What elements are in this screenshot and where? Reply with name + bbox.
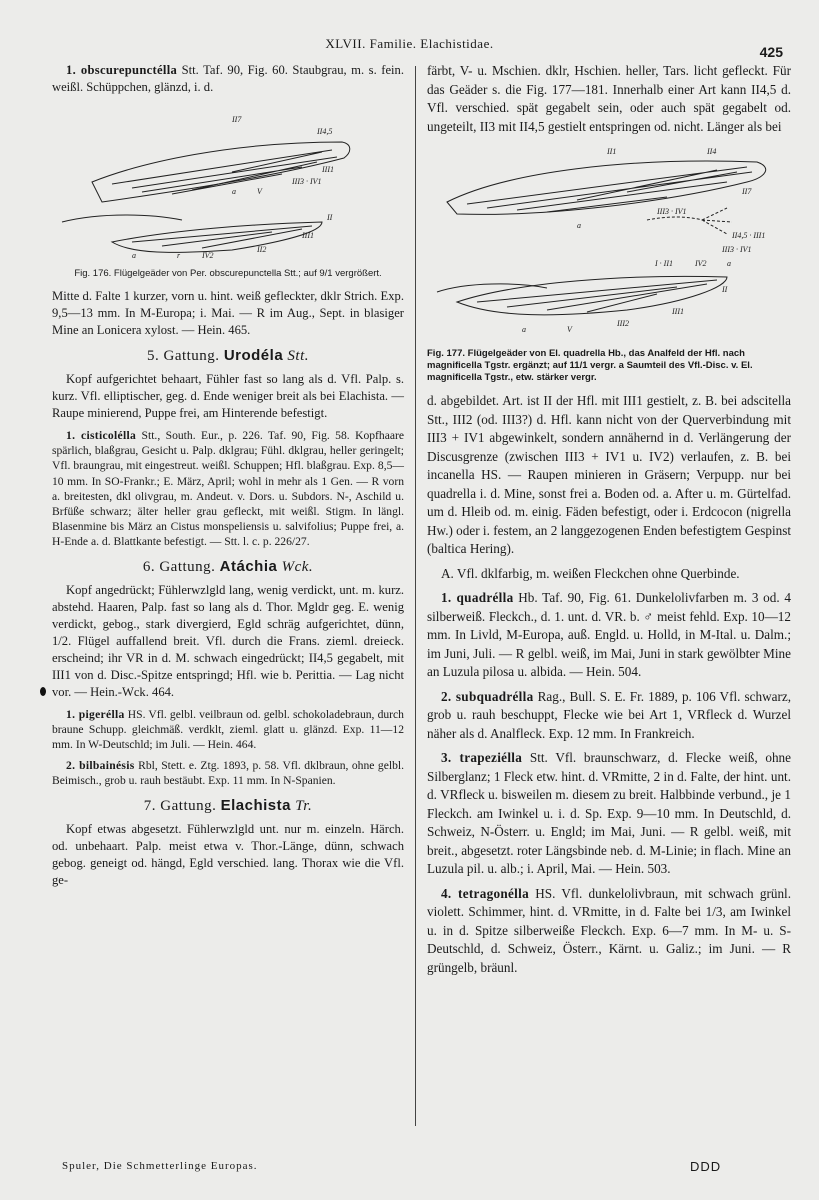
- forewing-outline: [447, 161, 766, 214]
- entry-text: Rag., Bull. S. E. Fr. 1889, p. 106 Vfl. schwarz, grob u. rauh beschuppt, Flecke wie bei Art 1, VRfleck d. Wurzel näher als d. Analfleck. Exp. 12 mm. In Frankreich.: [427, 688, 792, 741]
- vein-label: IV2: [202, 251, 214, 260]
- entry-text: Rbl, Stett. e. Ztg. 1893, p. 58. Vfl. dklbraun, ohne gelbl. Beimisch., grob u. rauh bestäubt. Exp. 11 mm. In N-Spanien.: [52, 759, 404, 788]
- figure-177-caption: Fig. 177. Flügelgeäder von El. quadrella Hb., das Analfeld der Hfl. nach magnificella Tgstr. ergänzt; auf 11/1 vergr. a Saumteil des Vfl.-Disc. v. El. magnificella Tgstr., etw. stärker vergr.: [427, 348, 753, 383]
- page-number: 425: [759, 44, 783, 60]
- genus-name: Atáchia: [219, 557, 278, 575]
- genus-description: Kopf angedrückt; Fühlerwzlgld lang, wenig verdickt, unt. m. kurz. abstehd. Haaren, Palp. fast so lang als d. Thor. Mgldr geg. E. wenig verdickt, gebog., stark divergierd, Egld schräg aufgerichtet, dünn, 1/2. Flügel auffallend breit. Vfl. durch die Frans. zieml. dreieck. erscheind; ihr VR in d. M. schwach eingedrückt; II4,5 gegabelt, mit III1 von d. Disc.-Spitze entspringd; Hfl. wie b. Perittia. — Lag nicht vor. — Hein.-Wck. 464.: [52, 582, 404, 699]
- right-column: [427, 62, 791, 983]
- margin-mark: [40, 687, 46, 696]
- vein-label: a: [132, 251, 136, 260]
- entry-text: Stt. Vfl. braunschwarz, d. Flecke weiß, ohne Silberglanz; 1 Fleck etw. hint. d. VRmitte, 2 in d. Falte, der hint. unt. d. VRfleck u. bisweilen m. diesem zu breit. Halbbinde verbund., je 1 Fleckch. am Iwinkel u. i. d. Sp. Exp. 9—10 mm. In Deutschld, d. Schweiz, N-Österr. u. Engld; im Mai, Juni. — R gelbl. weiß, mit breit., abgesetzt. roter Längsbinde neb. d. M-Linie; in flach. Mine an Luzula pil. u. alb.; i. April, Mai. — Hein. 503.: [427, 750, 791, 876]
- genus-heading-elachista: 7. Gattung. Elachista Tr.: [143, 796, 313, 814]
- hindwing-outline: [112, 222, 322, 252]
- vein-label: r: [177, 251, 181, 260]
- running-header: XLVII. Familie. Elachistidae.: [325, 36, 494, 51]
- species-name: 1. obscurepunctélla: [66, 63, 178, 77]
- entry-subquadrella: [427, 688, 791, 744]
- hindwing-outline: [457, 276, 727, 314]
- vein-label: II: [722, 285, 728, 294]
- species-name: 3. trapeziélla: [441, 750, 523, 765]
- vein-label: a: [577, 221, 581, 230]
- vein-label: III3 · IV1: [657, 207, 687, 216]
- entry-quadrella: [427, 589, 791, 682]
- entry-text: Hb. Taf. 90, Fig. 61. Dunkelolivfarben m. 3 od. 4 silberweiß. Fleckch., d. 1. unt. d. VR. b. ♂ meist fehld. Exp. 10—12 mm. In Livld, M-Europa, auß. Engld. u. Holld, in M-Ital. u. Dalm.; im Juni, Juli. — R gelbl. weiß, im Mai, Juni in stark gewölbter Mine an Luzula pilosa u. albida. — Hein. 504.: [427, 590, 792, 679]
- hindwing-fringe: [437, 284, 547, 292]
- entry-pigerella: [52, 707, 404, 753]
- vein-label: II: [327, 213, 333, 222]
- entry-text: Stt., South. Eur., p. 226. Taf. 90, Fig. 58. Kopfhaare spärlich, blaßgrau, Gesicht u. Palp. dklgrau; Fühl. dklgrau, heller geringelt; Vfl. braungrau, mit eingestreut. weißl. Schuppen; Hfl. blaßgrau. Exp. 8,5—10 mm. In SO-Frankr.; E. März, April; wohl in mehr als 1 Gen. — R vorn a. breitesten, dkl olivgrau, m. Andeut. v. Dors. u. Subdors. N-, Aschild u. Brfüße schwarz; älter heller grau gefleckt, mit weißl. Stigm. In längl. Blasenmine bis März an Cistus monspeliensis u. salvifolius; Puppe frei, a. H-Ende a. d. Blattkante befestigt. — Stt. l. c. p. 226/27.: [52, 429, 404, 549]
- wing-venation-drawing: [52, 102, 404, 262]
- column-divider: [415, 66, 416, 1126]
- species-name: 1. cisticolélla: [66, 429, 137, 442]
- species-name: 1. quadrélla: [441, 590, 514, 605]
- paragraph: d. abgebildet. Art. ist II der Hfl. mit III1 gestielt, z. B. bei adscitella Stt., III2 (od. III3?) d. Hfl. kann nicht von der Querverbindung mit III3 + IV1 abgewinkelt, sondern annähernd in d. Verlängerung der Discusgrenze (zwischen III3 + IV1 u. IV2) verlaufen, z. B. bei incanella HS. — Raupen minieren in Gräsern; Verpupp. nur bei quadrella i. d. Mine, sonst frei a. Boden od. a. After u. m. Gürtelfad. um d. Hleib od. m. einig. Fäden befestigt, oder i. Erdcocon (nigrella Hw.) oder i. festem, an 2 langgezogenen Enden befestigtem Gespinst (baltica Hering).: [427, 393, 791, 556]
- vein-label: II4,5: [317, 127, 333, 136]
- entry-bilbainesis: [52, 758, 404, 788]
- hindwing-fringe: [62, 215, 182, 222]
- entry-text: HS. Vfl. gelbl. veilbraun od. gelbl. schokoladebraun, durch braune Schupp. gleichmäß. verdklt, zieml. glatt u. glänzd. Exp. 11—12 mm. In W-Deutschld; im Juli. — Hein. 464.: [52, 707, 404, 752]
- forewing-veins: [112, 150, 337, 194]
- vein-label: II7: [232, 115, 242, 124]
- figure-176: [52, 102, 404, 262]
- entry-cisticolella: [52, 428, 404, 550]
- genus-heading-atachia: 6. Gattung. Atáchia Wck.: [142, 557, 314, 575]
- vein-label: a: [232, 187, 236, 196]
- entry-trapeziella: [427, 749, 791, 879]
- figure-177: [427, 142, 791, 342]
- vein-label: I · II1: [655, 259, 673, 268]
- entry-obscurepunctella: [52, 62, 404, 96]
- vein-label: II4: [707, 147, 717, 156]
- species-name: 1. pigerélla: [66, 707, 125, 721]
- vein-label: III1: [322, 165, 334, 174]
- species-name: 4. tetragonélla: [441, 885, 529, 901]
- entry-tetragonella: [427, 885, 791, 978]
- vein-label: IV2: [695, 259, 707, 268]
- vein-label: II7: [742, 187, 752, 196]
- vein-label: III1: [672, 307, 684, 316]
- entry-continuation: Mitte d. Falte 1 kurzer, vorn u. hint. weiß gefleckter, dklr Strich. Exp. 9,5—13 mm. In M-Europa; i. Mai. — R im Aug., Sept. in blasiger Mine an Lonicera xylost. — Hein. 465.: [52, 289, 404, 337]
- left-column: [52, 62, 404, 895]
- vein-label: II4,5 · III1: [732, 231, 766, 240]
- genus-name: Urodéla: [223, 347, 284, 364]
- species-name: 2. subquadrélla: [441, 688, 534, 704]
- species-name: 2. bilbainésis: [66, 759, 135, 773]
- vein-label: III3 · IV1: [722, 245, 752, 254]
- entry-text: Stt. Taf. 90, Fig. 60. Staubgrau, m. s. fein. weißl. Schüppchen, glänzd, i. d.: [52, 63, 404, 94]
- vein-label: V: [567, 325, 572, 334]
- genus-heading-urodela: 5. Gattung. Urodéla Stt.: [146, 347, 310, 364]
- vein-label: III1: [302, 231, 314, 240]
- text-continuation: färbt, V- u. Mschien. dklr, Hschien. heller, Tars. licht gefleckt. Für das Geäder s. die Fig. 177—181. Innerhalb einer Art kann II4,5 d. Vfl. verschied. spät gegabelt sein, oder auch spät gegabelt od. ungeteilt, II3 mit II4,5 gestielt entspringen od. nicht. Länger als bei: [427, 63, 791, 134]
- vein-label: II2: [257, 245, 267, 254]
- forewing-outline: [92, 142, 350, 202]
- vein-label: III3 · IV1: [292, 177, 322, 186]
- hindwing-veins: [132, 226, 312, 248]
- entry-text: HS. Vfl. dunkelolivbraun, mit schwach grünl. violett. Schimmer, hint. d. VRmitte, in d. Falte bei 1/3, am Iwinkel u. in d. Spitze silberweiße Fleckch. Exp. 6—7 mm. In M- u. S-Deutschld, d. Schweiz, Österr., Kärnt. u. Galiz.; im Juni. — R grüngelb, bräunl.: [427, 885, 791, 975]
- genus-description: Kopf etwas abgesetzt. Fühlerwzlgld unt. nur m. einzeln. Härch. od. unbehaart. Palp. meist etwa v. Thor.-Länge, dünn, schwach gebog. geneigt od. hängd, Egld verschied. lang. Thorax wie die Vfl. ge-: [52, 821, 404, 887]
- vein-label: II1: [607, 147, 617, 156]
- figure-176-caption: Fig. 176. Flügelgeäder von Per. obscurepunctella Stt.; auf 9/1 vergrößert.: [74, 268, 382, 279]
- vein-label: V: [257, 187, 262, 196]
- signature-mark: DDD: [690, 1159, 722, 1174]
- genus-name: Elachista: [220, 796, 291, 814]
- vein-label: III2: [617, 319, 629, 328]
- vein-label: a: [522, 325, 526, 334]
- genus-description: Kopf aufgerichtet behaart, Fühler fast so lang als d. Vfl. Palp. s. kurz. Vfl. elliptischer, geg. d. Ende weniger breit als bei Elachista. — Raupe minierend, Puppe frei, am Hinterende befestigt.: [52, 372, 404, 420]
- forewing-veins: [467, 167, 752, 212]
- vein-label: a: [727, 259, 731, 268]
- section-heading: A. Vfl. dklfarbig, m. weißen Fleckchen ohne Querbinde.: [441, 565, 740, 581]
- wing-venation-drawing: [427, 142, 791, 342]
- footer-imprint: Spuler, Die Schmetterlinge Europas.: [62, 1160, 258, 1172]
